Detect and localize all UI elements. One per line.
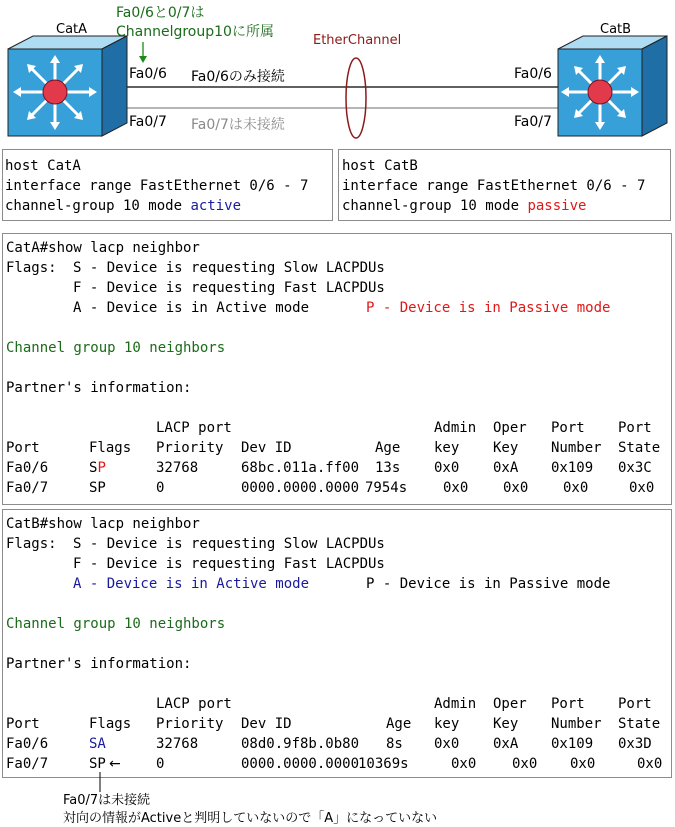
output-b-hdr-oper: Oper [493, 696, 527, 712]
switch-a-icon [8, 36, 127, 136]
output-a-hdr-port: Port [551, 420, 585, 436]
output-a-flags-label: Flags: [6, 260, 57, 276]
output-b-col-priority: Priority [156, 716, 224, 732]
output-a-flag-s: S - Device is requesting Slow LACPDUs [73, 260, 385, 276]
output-a-col-state: State [618, 440, 661, 456]
output-a-hdr-lacp: LACP port [156, 420, 232, 436]
output-b-col-key2: Key [493, 716, 519, 732]
config-b-mode: passive [527, 198, 587, 214]
output-b-col-number: Number [551, 716, 602, 732]
output-b-flag-f: F - Device is requesting Fast LACPDUs [73, 556, 385, 572]
config-b-line1: host CatB [342, 158, 418, 174]
output-a-col-port: Port [6, 440, 40, 456]
output-a-col-age: Age [375, 440, 401, 456]
table-row: Fa0/7 SP ← 0 0000.0000.0000 10369s 0x0 0x0 0x0 0x0 [6, 756, 663, 772]
config-b-line3: channel-group 10 mode passive [342, 198, 587, 214]
output-a-col-key2: Key [493, 440, 519, 456]
output-b-box [2, 509, 672, 778]
output-a-box [2, 233, 672, 505]
output-a-col-devid: Dev ID [241, 440, 292, 456]
output-b-hdr-port: Port [551, 696, 585, 712]
note-arrow-left-icon: ← [109, 756, 121, 772]
output-a-col-flags: Flags [89, 440, 132, 456]
output-a-hdr-admin: Admin [434, 420, 477, 436]
output-b-flag-a: A - Device is in Active mode [73, 576, 310, 592]
output-a-hdr-port2: Port [618, 420, 652, 436]
output-b-col-port: Port [6, 716, 40, 732]
config-a-line2: interface range FastEthernet 0/6 - 7 [5, 178, 309, 194]
output-a-col-priority: Priority [156, 440, 224, 456]
switch-a-port-fa07: Fa0/7 [129, 114, 167, 130]
output-b-col-key: key [434, 716, 460, 732]
output-b-flag-s: S - Device is requesting Slow LACPDUs [73, 536, 385, 552]
note-arrow-icon [139, 42, 147, 63]
output-a-col-number: Number [551, 440, 602, 456]
output-b-command: CatB#show lacp neighbor [6, 516, 200, 532]
output-b-flags-label: Flags: [6, 536, 57, 552]
config-a-line1: host CatA [5, 158, 81, 174]
switch-a-port-fa06: Fa0/6 [129, 66, 167, 82]
output-b-col-flags: Flags [89, 716, 132, 732]
output-b-flag-p: P - Device is in Passive mode [366, 576, 611, 592]
output-a-flag-a: A - Device is in Active mode [73, 300, 310, 316]
output-a-command: CatA#show lacp neighbor [6, 240, 200, 256]
config-b-line2: interface range FastEthernet 0/6 - 7 [342, 178, 646, 194]
table-row: Fa0/6 SA 32768 08d0.9f8b.0b80 8s 0x0 0xA 0x109 0x3D [6, 736, 652, 752]
switch-b-name: CatB [600, 22, 632, 37]
bottom-note-line1: Fa0/7は未接続 [63, 793, 151, 808]
switch-b-port-fa06: Fa0/6 [514, 66, 552, 82]
output-a-hdr-oper: Oper [493, 420, 527, 436]
note-line2: Channelgroup10に所属 [116, 24, 274, 40]
link-connected-label: Fa0/6のみ接続 [191, 69, 285, 85]
output-b-hdr-admin: Admin [434, 696, 477, 712]
output-b-col-state: State [618, 716, 661, 732]
output-a-col-key: key [434, 440, 460, 456]
etherchannel-ellipse [346, 58, 366, 138]
switch-b-icon [558, 36, 667, 136]
output-b-col-age: Age [386, 716, 412, 732]
output-b-partner-line: Partner's information: [6, 656, 192, 672]
output-a-flag-p: P - Device is in Passive mode [366, 300, 611, 316]
config-a-line3: channel-group 10 mode active [5, 198, 242, 214]
config-b-box [338, 149, 671, 221]
bottom-note-line2: 対向の情報がActiveと判明していないので「A」になっていない [63, 811, 438, 826]
note-line1: Fa0/6と0/7は [116, 5, 205, 21]
output-a-flag-f: F - Device is requesting Fast LACPDUs [73, 280, 385, 296]
output-a-partner-line: Partner's information: [6, 380, 192, 396]
table-row: Fa0/7 SP 0 0000.0000.0000 7954s 0x0 0x0 0x0 0x0 [6, 480, 655, 496]
config-a-mode: active [190, 198, 242, 214]
switch-b-port-fa07: Fa0/7 [514, 114, 552, 130]
output-a-group-line: Channel group 10 neighbors [6, 340, 226, 356]
etherchannel-label: EtherChannel [313, 33, 402, 48]
output-b-col-devid: Dev ID [241, 716, 292, 732]
output-b-hdr-port2: Port [618, 696, 652, 712]
config-a-box [2, 149, 333, 221]
output-b-group-line: Channel group 10 neighbors [6, 616, 226, 632]
table-row: Fa0/6 SP 32768 68bc.011a.ff00 13s 0x0 0xA 0x109 0x3C [6, 460, 652, 476]
switch-a-name: CatA [56, 22, 88, 37]
output-b-hdr-lacp: LACP port [156, 696, 232, 712]
link-unconnected-label: Fa0/7は未接続 [191, 117, 285, 133]
topology-diagram [0, 0, 675, 145]
